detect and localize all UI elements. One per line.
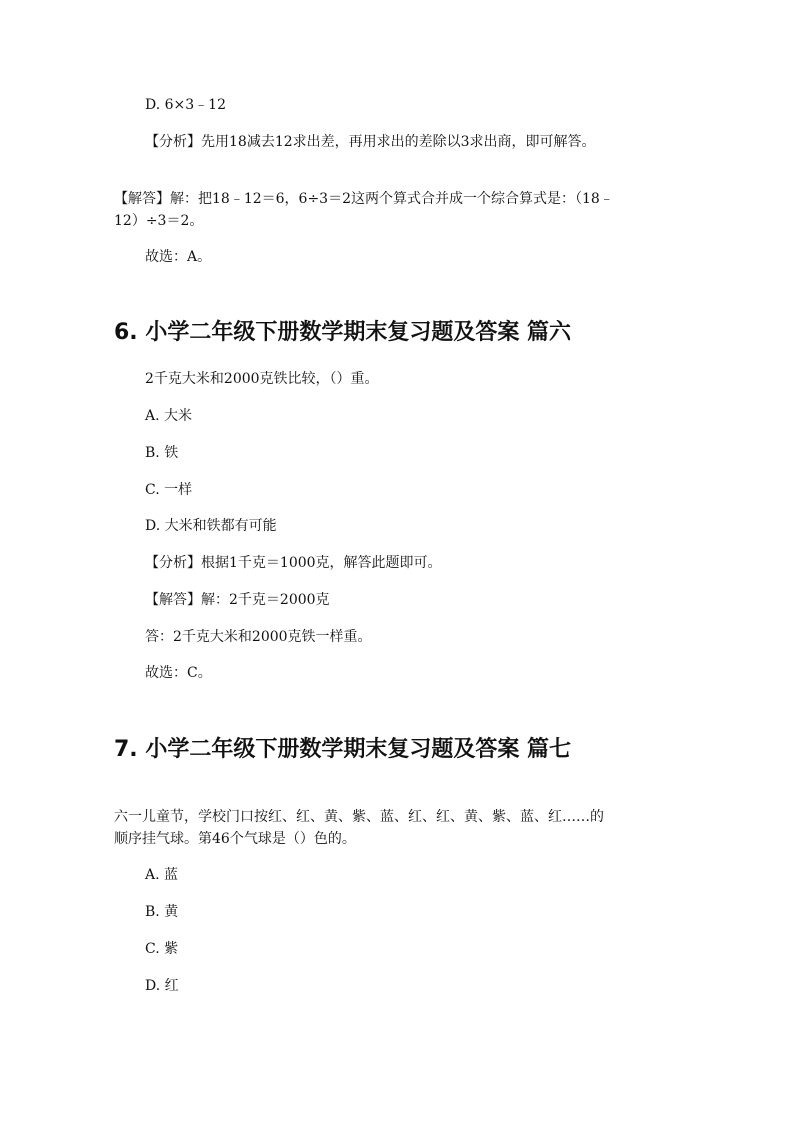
section6-question: 2千克大米和2000克铁比较，（）重。 [145,371,379,387]
section6-solution: 【解答】解：2千克＝2000克 [145,592,330,608]
section5-analysis: 【分析】先用18减去12求出差，再用求出的差除以3求出商，即可解答。 [145,134,596,150]
section6-choice: 故选：C。 [145,665,212,681]
section5-solution-line2: 12）÷3＝2。 [114,213,204,229]
section6-option-c: C. 一样 [145,482,193,498]
section5-choice: 故选：A。 [145,249,212,265]
section7-option-d: D. 红 [145,978,179,994]
section7-option-a: A. 蓝 [145,867,179,883]
section7-question-line2: 顺序挂气球。第46个气球是（）色的。 [114,831,356,847]
section7-heading: 7. 小学二年级下册数学期末复习题及答案 篇七 [114,737,571,762]
section6-option-a: A. 大米 [145,408,193,424]
section6-option-d: D. 大米和铁都有可能 [145,518,277,534]
section6-option-b: B. 铁 [145,445,179,461]
section6-analysis: 【分析】根据1千克＝1000克，解答此题即可。 [145,555,442,571]
section6-answer: 答：2千克大米和2000克铁一样重。 [145,629,372,645]
section5-option-d: D. 6×3﹣12 [145,97,226,113]
section7-option-b: B. 黄 [145,904,179,920]
section6-heading: 6. 小学二年级下册数学期末复习题及答案 篇六 [114,320,571,345]
section5-solution-line1: 【解答】解：把18﹣12＝6，6÷3＝2这两个算式合并成一个综合算式是：（18﹣ [114,191,614,207]
section7-option-c: C. 紫 [145,941,179,957]
section7-question-line1: 六一儿童节，学校门口按红、红、黄、紫、蓝、红、红、黄、紫、蓝、红……的 [114,809,604,825]
